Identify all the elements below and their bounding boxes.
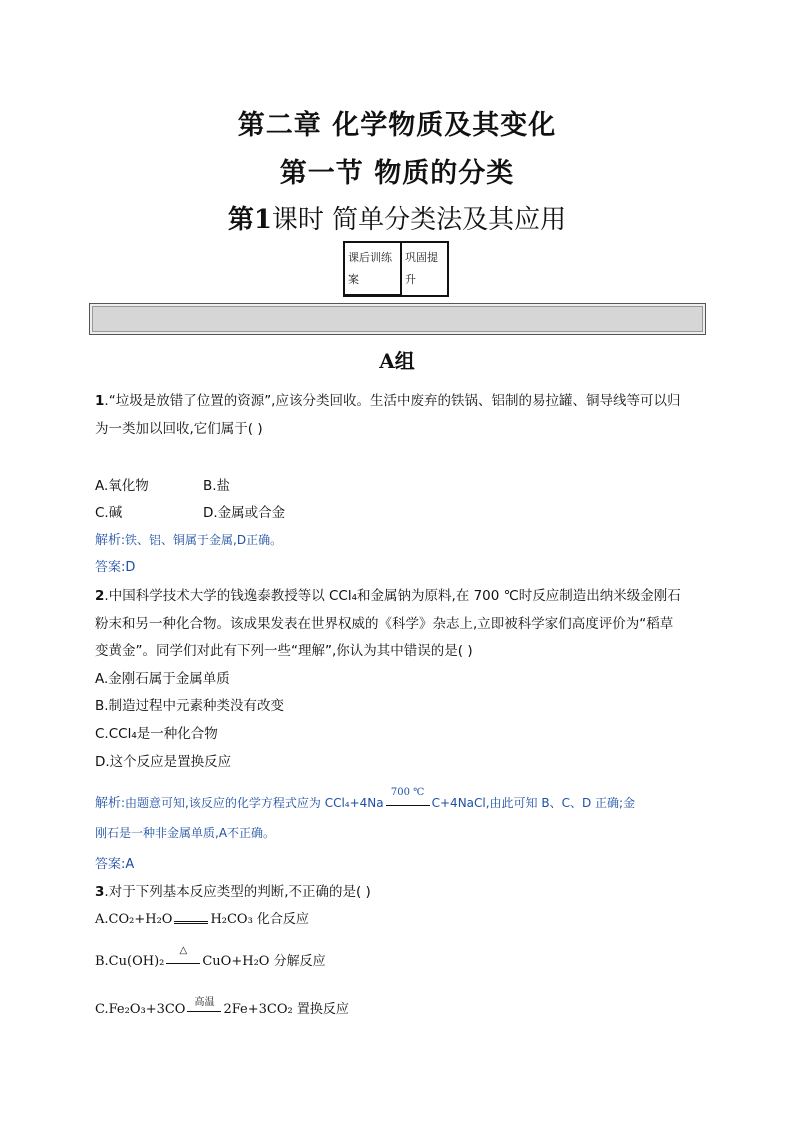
lesson-suffix: 课时 简单分类法及其应用 <box>271 205 567 235</box>
q2-option-b: B.制造过程中元素种类没有改变 <box>95 698 285 714</box>
q3-c-post: 2Fe+3CO₂ 置换反应 <box>223 1002 349 1017</box>
q1-analysis <box>95 529 282 548</box>
q1-answer-tag: 答案 <box>95 560 122 575</box>
q1-analysis-text: :铁、铝、铜属于金属,D正确。 <box>121 533 283 547</box>
q2-option-d: D.这个反应是置换反应 <box>95 754 232 770</box>
q1-option-c: C.碱 <box>95 505 123 521</box>
label-box <box>343 241 449 297</box>
q1-number: 1 <box>95 393 105 409</box>
q2-analysis-line2: 刚石是一种非金属单质,A不正确。 <box>95 826 276 840</box>
high-temp-condition: 高温 <box>194 996 215 1008</box>
section-title: 第一节 物质的分类 <box>279 158 515 189</box>
q3-option-a <box>95 908 309 927</box>
q3-option-b <box>95 944 326 969</box>
q1-option-d: D.金属或合金 <box>203 505 286 521</box>
chapter-title: 第二章 化学物质及其变化 <box>237 110 557 141</box>
q1-stem-line1 <box>95 389 680 409</box>
q1-answer-text: :D <box>121 560 136 575</box>
q1-text1: .“垃圾是放错了位置的资源”,应该分类回收。生活中废弃的铁锅、铝制的易拉罐、铜导线等可以归 <box>104 393 681 409</box>
group-heading: A组 <box>379 349 415 373</box>
q2-analysis-line1 <box>95 786 636 811</box>
q2-option-a: A.金刚石属于金属单质 <box>95 671 230 687</box>
reaction-arrow <box>386 786 430 809</box>
q3-a-pre: A.CO₂+H₂O <box>95 912 173 927</box>
q2-text1: .中国科学技术大学的钱逸泰教授等以 CCl₄和金属钠为原料,在 700 ℃时反应制造出纳米级金刚石 <box>104 588 681 604</box>
q1-analysis-tag: 解析 <box>95 533 122 548</box>
q3-a-post: H₂CO₃ 化合反应 <box>210 912 309 927</box>
q3-stem-text: .对于下列基本反应类型的判断,不正确的是( ) <box>104 884 371 900</box>
heat-condition: △ <box>179 944 188 956</box>
equals-sign <box>174 915 208 925</box>
q2-analysis-post: C+4NaCl,由此可知 B、C、D 正确;金 <box>431 796 636 810</box>
q3-number: 3 <box>95 884 105 900</box>
q2-stem-line3: 变黄金”。同学们对此有下列一些“理解”,你认为其中错误的是( ) <box>95 643 473 659</box>
q1-option-b: B.盐 <box>203 478 231 494</box>
q2-analysis-tag: 解析 <box>95 796 122 811</box>
reaction-condition: 700 ℃ <box>390 786 425 798</box>
section-banner <box>89 303 706 335</box>
heat-arrow <box>166 944 200 967</box>
q1-option-a: A.氧化物 <box>95 478 149 494</box>
q2-answer-text: :A <box>121 857 135 872</box>
lesson-title <box>0 199 794 236</box>
q2-answer-tag: 答案 <box>95 857 122 872</box>
q3-stem <box>95 880 371 900</box>
lesson-prefix: 第 <box>227 205 254 235</box>
lesson-number: 1 <box>253 205 272 235</box>
label-right: 巩固提升 <box>405 251 438 286</box>
label-left: 课后训练案 <box>345 243 402 295</box>
q2-stem-line1 <box>95 584 681 604</box>
q2-number: 2 <box>95 588 105 604</box>
high-temp-arrow <box>187 996 221 1015</box>
q3-b-pre: B.Cu(OH)₂ <box>95 954 165 969</box>
q3-c-pre: C.Fe₂O₃+3CO <box>95 1002 186 1017</box>
q1-answer <box>95 556 135 575</box>
q2-answer <box>95 853 134 872</box>
q2-stem-line2: 粉末和另一种化合物。该成果发表在世界权威的《科学》杂志上,立即被科学家们高度评价为“稻草 <box>95 616 674 632</box>
q3-b-post: CuO+H₂O 分解反应 <box>202 954 326 969</box>
q3-option-c <box>95 998 349 1017</box>
q2-analysis-pre: :由题意可知,该反应的化学方程式应为 CCl₄+4Na <box>121 796 384 810</box>
q1-stem-line2: 为一类加以回收,它们属于( ) <box>95 421 263 437</box>
q2-option-c: C.CCl₄是一种化合物 <box>95 726 218 742</box>
